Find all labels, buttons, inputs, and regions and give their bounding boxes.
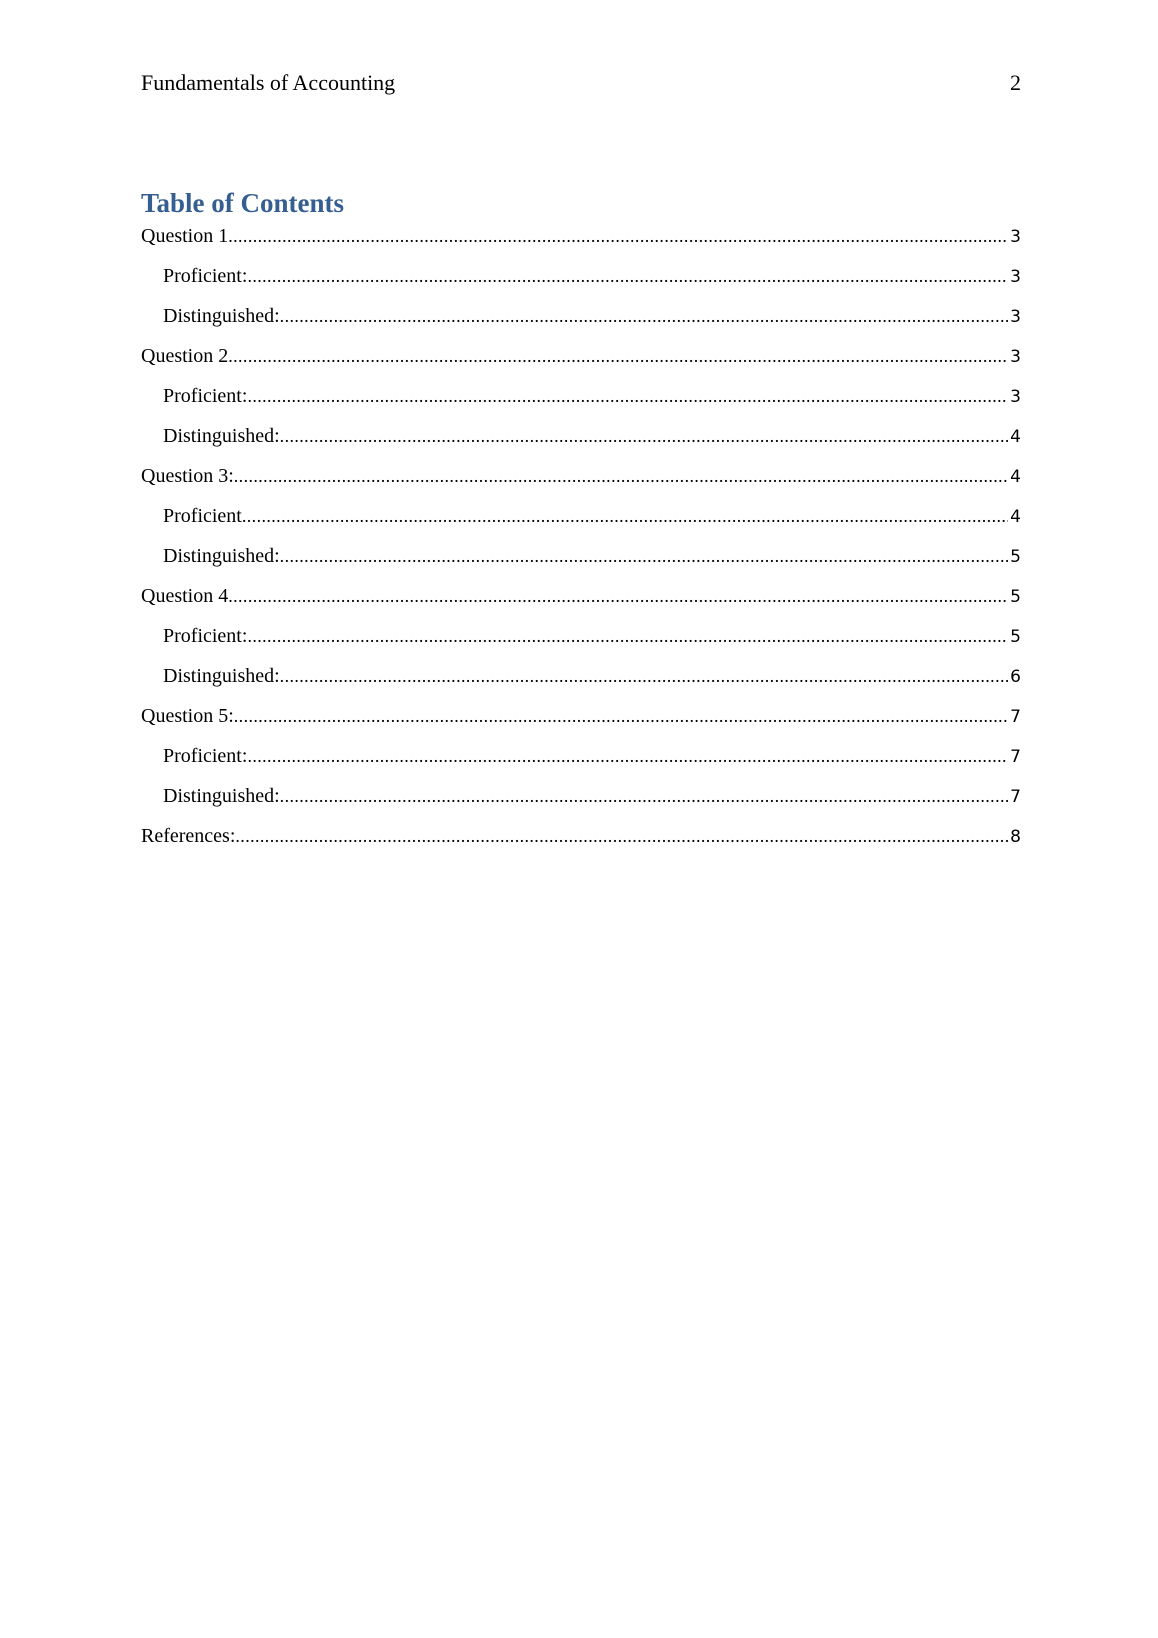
page-number: 2 — [1010, 70, 1021, 95]
toc-entry-page: 6 — [1010, 667, 1021, 687]
toc-entry-label: Question 5: — [141, 705, 234, 727]
toc-entry-label: Distinguished: — [163, 665, 280, 687]
toc-entry-label: Distinguished: — [163, 785, 280, 807]
toc-entry[interactable] — [141, 302, 1021, 342]
toc-entry-label: Question 3: — [141, 465, 234, 487]
toc-entry[interactable] — [141, 662, 1021, 702]
toc-entry[interactable] — [141, 382, 1021, 422]
toc-entry-page: 7 — [1010, 747, 1021, 767]
toc-entry-label: Proficient — [163, 505, 242, 527]
toc-entry-page: 4 — [1010, 427, 1021, 447]
toc-dot-leader — [280, 662, 1009, 690]
toc-dot-leader — [228, 342, 1008, 370]
toc-entry-label: Proficient: — [163, 745, 248, 767]
toc-dot-leader — [280, 782, 1009, 810]
toc-entry-page: 3 — [1010, 387, 1021, 407]
toc-heading: Table of Contents — [141, 188, 345, 218]
toc-entry[interactable] — [141, 582, 1021, 622]
toc-entry[interactable] — [141, 782, 1021, 822]
toc-entry[interactable] — [141, 742, 1021, 782]
toc-entry-label: Distinguished: — [163, 545, 280, 567]
toc-entry-page: 3 — [1010, 227, 1021, 247]
toc-entry[interactable] — [141, 542, 1021, 582]
page-header — [141, 68, 1021, 98]
toc-entry-page: 4 — [1010, 507, 1021, 527]
toc-entry-label: Proficient: — [163, 625, 248, 647]
toc-dot-leader — [280, 542, 1009, 570]
toc-dot-leader — [280, 302, 1009, 330]
toc-dot-leader — [235, 822, 1008, 850]
toc-entry-page: 3 — [1010, 307, 1021, 327]
table-of-contents — [141, 222, 1021, 862]
toc-entry-page: 8 — [1010, 827, 1021, 847]
running-head: Fundamentals of Accounting — [141, 70, 396, 95]
toc-dot-leader — [242, 502, 1008, 530]
toc-entry[interactable] — [141, 502, 1021, 542]
toc-entry[interactable] — [141, 422, 1021, 462]
toc-entry-label: Question 1 — [141, 225, 229, 247]
toc-entry-page: 7 — [1010, 707, 1021, 727]
toc-entry-page: 4 — [1010, 467, 1021, 487]
toc-entry-page: 5 — [1010, 627, 1021, 647]
toc-entry-label: Question 2 — [141, 345, 229, 367]
toc-entry-page: 3 — [1010, 267, 1021, 287]
toc-entry-label: Distinguished: — [163, 305, 280, 327]
toc-entry-page: 3 — [1010, 347, 1021, 367]
toc-entry[interactable] — [141, 222, 1021, 262]
toc-entry[interactable] — [141, 342, 1021, 382]
toc-entry-page: 7 — [1010, 787, 1021, 807]
toc-entry[interactable] — [141, 262, 1021, 302]
toc-dot-leader — [247, 622, 1008, 650]
toc-dot-leader — [228, 582, 1008, 610]
toc-entry-page: 5 — [1010, 587, 1021, 607]
toc-dot-leader — [234, 702, 1008, 730]
toc-entry[interactable] — [141, 462, 1021, 502]
toc-entry[interactable] — [141, 702, 1021, 742]
toc-entry-label: Proficient: — [163, 385, 248, 407]
toc-dot-leader — [247, 742, 1008, 770]
toc-dot-leader — [280, 422, 1009, 450]
toc-entry-label: References: — [141, 825, 236, 847]
toc-dot-leader — [234, 462, 1008, 490]
toc-entry-label: Proficient: — [163, 265, 248, 287]
toc-dot-leader — [228, 222, 1008, 250]
toc-entry-label: Distinguished: — [163, 425, 280, 447]
toc-entry[interactable] — [141, 622, 1021, 662]
toc-entry[interactable] — [141, 822, 1021, 862]
toc-dot-leader — [247, 382, 1008, 410]
toc-entry-label: Question 4 — [141, 585, 229, 607]
toc-dot-leader — [247, 262, 1008, 290]
toc-entry-page: 5 — [1010, 547, 1021, 567]
